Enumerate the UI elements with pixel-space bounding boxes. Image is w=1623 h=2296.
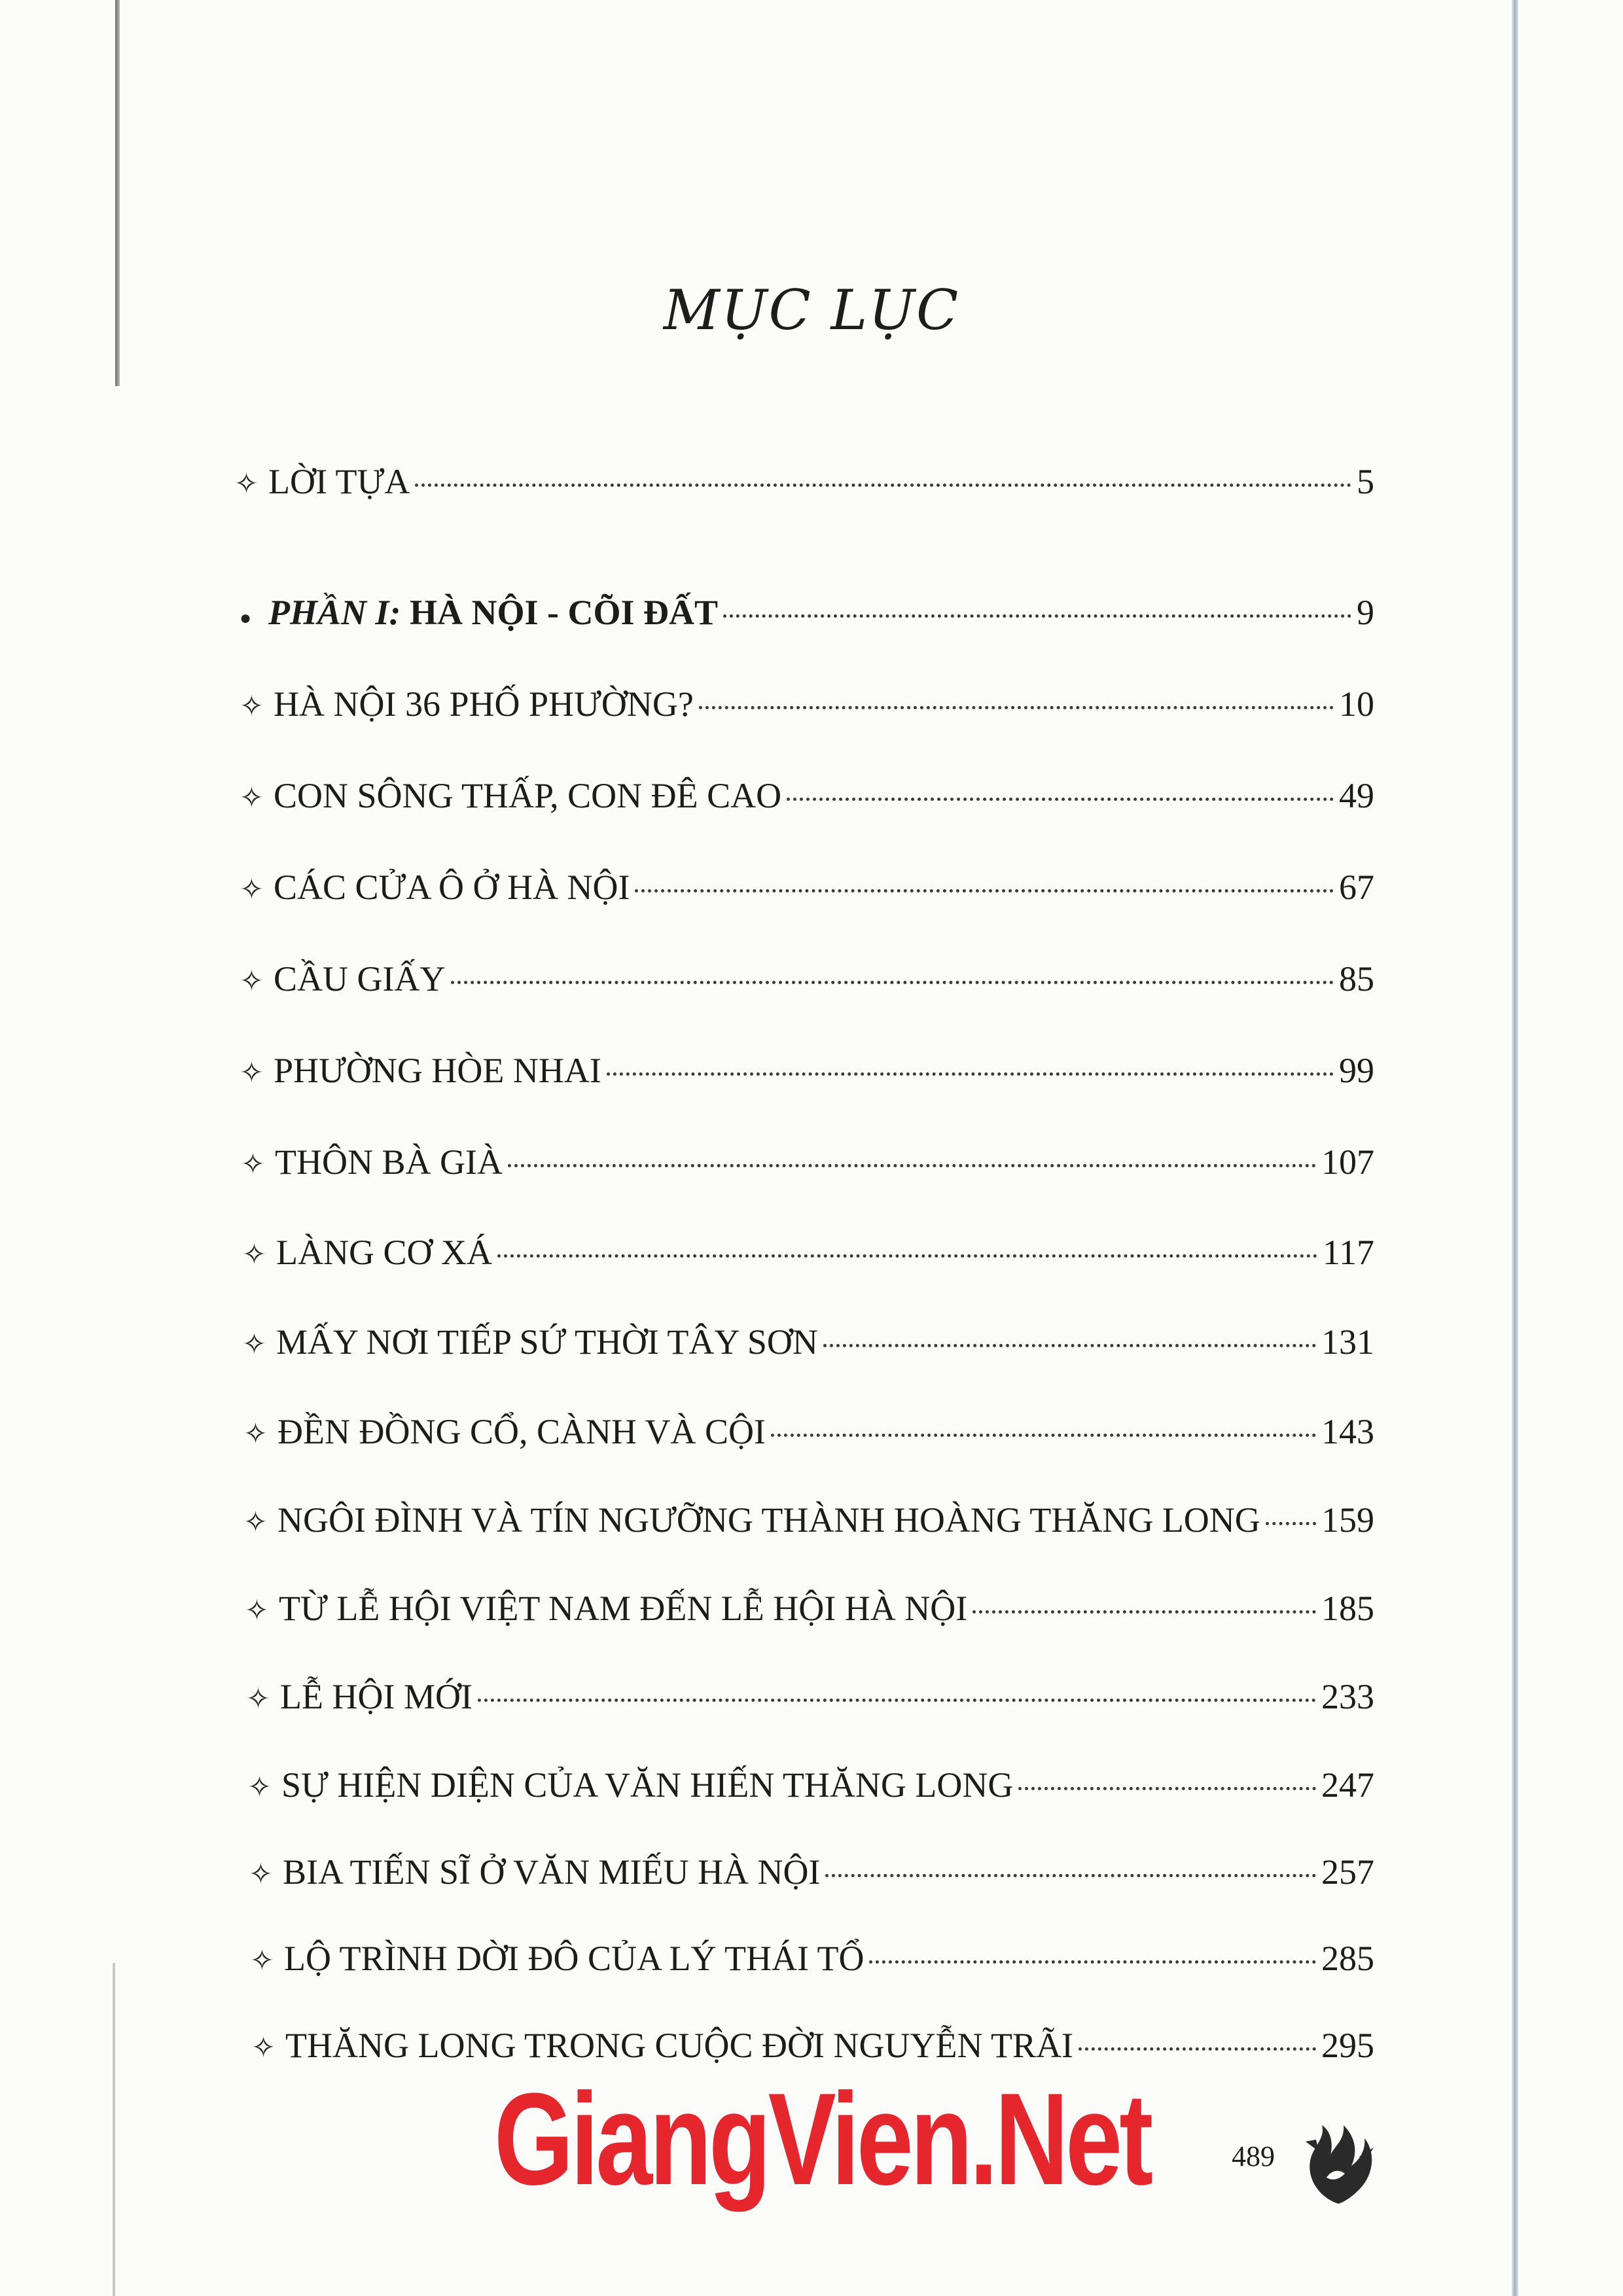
four-point-star-icon: ✧ [241, 1148, 265, 1180]
dot-leader [823, 1344, 1316, 1347]
toc-entry [234, 461, 1374, 502]
toc-entry [243, 1411, 1374, 1452]
toc-entry-label: TỪ LỄ HỘI VIỆT NAM ĐẾN LỄ HỘI HÀ NỘI [279, 1589, 968, 1628]
toc-entry-label: CON SÔNG THẤP, CON ĐÊ CAO [274, 776, 782, 815]
dot-leader [825, 1874, 1316, 1877]
toc-entry [240, 867, 1374, 908]
toc-entry [242, 1322, 1374, 1362]
toc-page-number: 143 [1321, 1412, 1374, 1451]
four-point-star-icon: ✧ [249, 1858, 273, 1890]
dot-leader [1018, 1787, 1316, 1790]
toc-entry-label: NGÔI ĐÌNH VÀ TÍN NGƯỠNG THÀNH HOÀNG THĂNG LONG [277, 1500, 1260, 1540]
toc-page-number: 233 [1321, 1677, 1374, 1716]
toc-entry-label: THĂNG LONG TRONG CUỘC ĐỜI NGUYỄN TRÃI [285, 2026, 1073, 2065]
dot-leader [451, 981, 1334, 984]
toc-entry-label: MẤY NƠI TIẾP SỨ THỜI TÂY SƠN [276, 1322, 818, 1362]
dot-leader [508, 1164, 1316, 1167]
toc-page-number: 185 [1321, 1589, 1374, 1628]
toc-entry [240, 684, 1374, 724]
toc-entry [249, 1852, 1374, 1892]
toc-part-label [268, 592, 718, 633]
four-point-star-icon: ✧ [240, 965, 264, 997]
toc-page-number: 117 [1323, 1233, 1374, 1272]
toc-page-number: 67 [1339, 868, 1374, 907]
dot-leader [972, 1610, 1316, 1614]
toc-page-number: 10 [1339, 684, 1374, 724]
toc-entry [241, 1142, 1374, 1182]
dot-leader [497, 1254, 1317, 1258]
part-prefix: PHẦN I: [268, 593, 410, 632]
fish-ornament-icon [1293, 2106, 1384, 2210]
four-point-star-icon: ✧ [243, 1506, 268, 1538]
four-point-star-icon: ✧ [250, 1945, 274, 1977]
filled-dot-icon: ● [240, 607, 252, 629]
four-point-star-icon: ✧ [242, 1328, 266, 1360]
dot-leader [415, 484, 1351, 487]
toc-entry-label: PHƯỜNG HÒE NHAI [274, 1051, 601, 1090]
four-point-star-icon: ✧ [243, 1418, 268, 1450]
dot-leader [478, 1699, 1316, 1702]
dot-leader [635, 889, 1334, 892]
toc-page-number: 9 [1357, 593, 1374, 632]
toc-page-number: 49 [1339, 776, 1374, 815]
toc-entry-label: HÀ NỘI 36 PHỐ PHƯỜNG? [274, 684, 694, 724]
dot-leader [1266, 1522, 1316, 1525]
four-point-star-icon: ✧ [240, 782, 264, 814]
four-point-star-icon: ✧ [240, 874, 264, 906]
toc-page-number: 5 [1357, 462, 1374, 501]
toc-entry-label: LỜI TỰA [268, 462, 410, 501]
toc-page-number: 99 [1339, 1051, 1374, 1090]
toc-entry-label: BIA TIẾN SĨ Ở VĂN MIẾU HÀ NỘI [283, 1852, 821, 1892]
toc-page-number: 107 [1321, 1142, 1374, 1182]
four-point-star-icon: ✧ [245, 1595, 269, 1627]
part-title: HÀ NỘI - CÕI ĐẤT [410, 593, 719, 632]
dot-leader [607, 1072, 1334, 1076]
watermark: GiangVien.Net [494, 2066, 1150, 2212]
toc-entry-label: LỄ HỘI MỚI [280, 1677, 473, 1716]
toc-entry-label: LỘ TRÌNH DỜI ĐÔ CỦA LÝ THÁI TỔ [284, 1939, 865, 1978]
toc-entry [250, 1938, 1374, 1979]
toc-entry-label: THÔN BÀ GIÀ [275, 1142, 503, 1182]
four-point-star-icon: ✧ [234, 468, 259, 500]
toc-entry-label: CÁC CỬA Ô Ở HÀ NỘI [274, 868, 630, 907]
toc-entry [240, 959, 1374, 999]
toc-entry [245, 1588, 1374, 1629]
dot-leader [869, 1960, 1316, 1964]
four-point-star-icon: ✧ [247, 1771, 272, 1803]
toc-entry [242, 1232, 1374, 1273]
toc-page-number: 85 [1339, 959, 1374, 998]
toc-entry [246, 1676, 1374, 1717]
toc-entry [247, 1765, 1374, 1805]
toc-page-number: 285 [1321, 1939, 1374, 1978]
dot-leader [723, 614, 1351, 618]
dot-leader [699, 706, 1334, 709]
toc-entry [251, 2025, 1374, 2066]
toc-page-number: 131 [1321, 1322, 1374, 1362]
toc-page-number: 247 [1321, 1765, 1374, 1805]
four-point-star-icon: ✧ [251, 2032, 276, 2064]
four-point-star-icon: ✧ [246, 1683, 270, 1715]
toc-page-number: 159 [1321, 1500, 1374, 1540]
toc-entry-label: ĐỀN ĐỒNG CỔ, CÀNH VÀ CỘI [277, 1412, 766, 1451]
dot-leader [787, 798, 1334, 801]
page-title: MỤC LỤC [663, 278, 960, 342]
toc-part-heading [240, 592, 1374, 633]
toc-entry [240, 1050, 1374, 1091]
four-point-star-icon: ✧ [240, 690, 264, 722]
toc-entry [240, 775, 1374, 816]
toc-page-number: 295 [1321, 2026, 1374, 2065]
toc-entry-label: SỰ HIỆN DIỆN CỦA VĂN HIẾN THĂNG LONG [281, 1765, 1014, 1805]
dot-leader [771, 1434, 1316, 1437]
four-point-star-icon: ✧ [242, 1239, 266, 1271]
toc-page-number: 257 [1321, 1852, 1374, 1892]
dot-leader [1079, 2047, 1316, 2051]
toc-entry-label: CẦU GIẤY [274, 959, 446, 998]
toc-entry-label: LÀNG CƠ XÁ [276, 1233, 492, 1272]
toc-entry [243, 1500, 1374, 1540]
page-number: 489 [1232, 2140, 1275, 2172]
four-point-star-icon: ✧ [240, 1057, 264, 1089]
